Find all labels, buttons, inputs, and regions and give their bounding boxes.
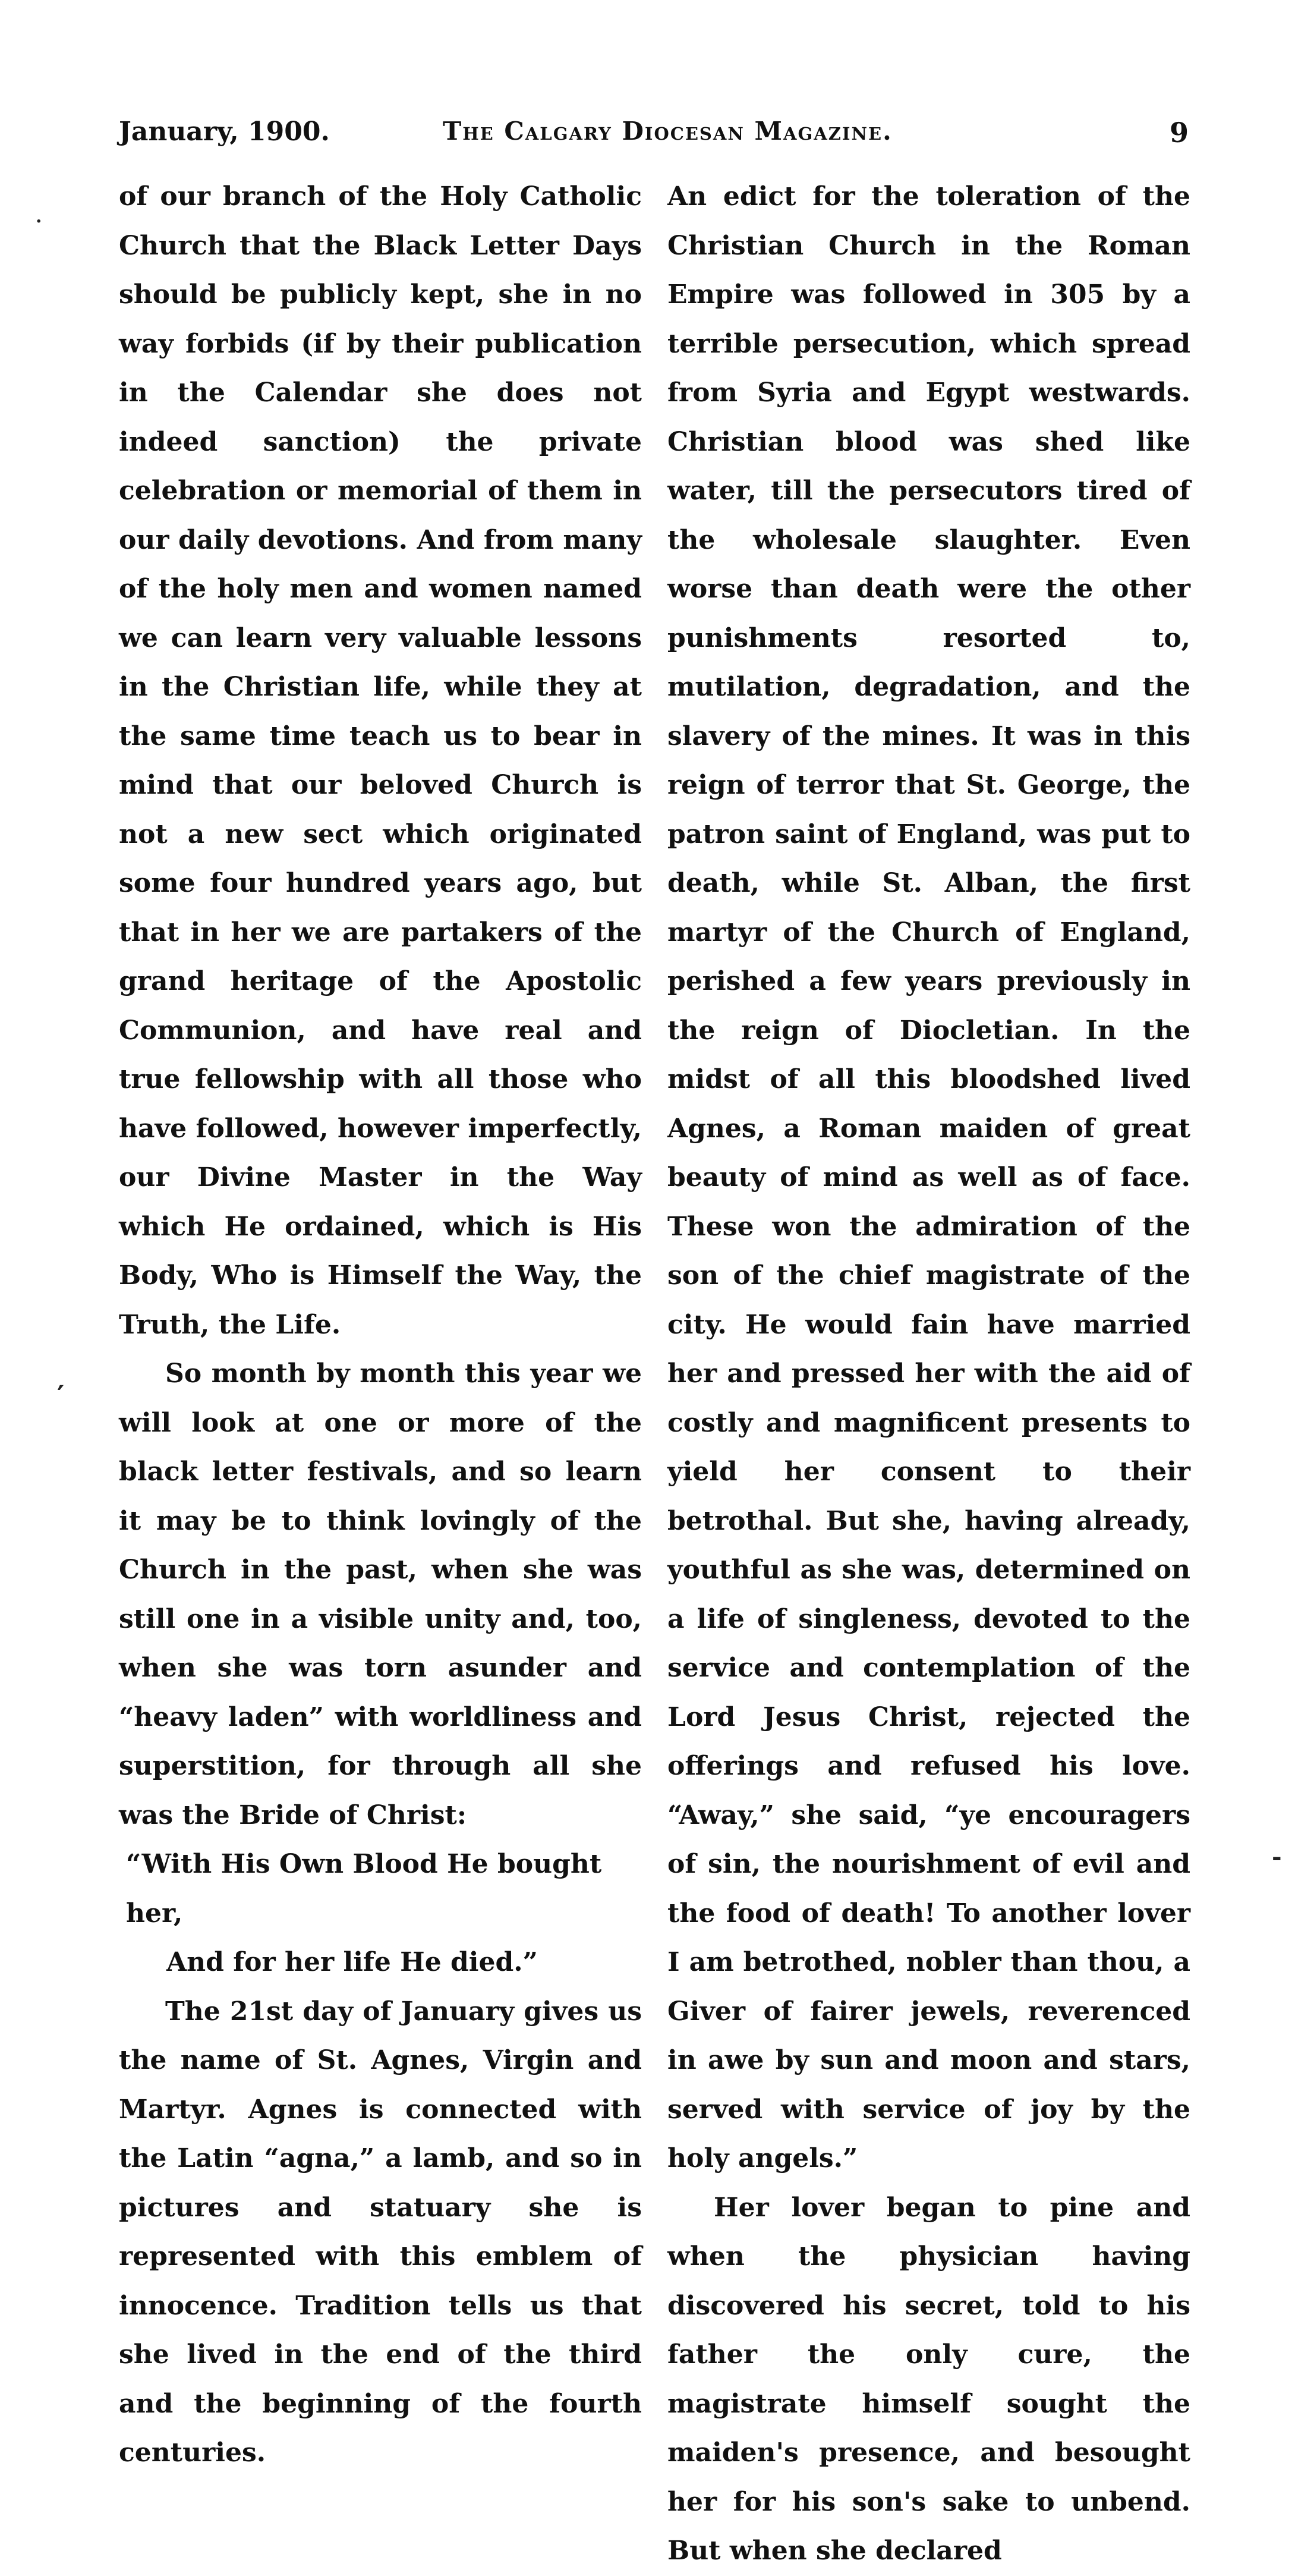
hymn-quote-line-2: And for her life He died.” bbox=[166, 1947, 538, 1977]
header-date: January, 1900. bbox=[119, 117, 330, 147]
left-paragraph-2: So month by month this year we will look at one or more of the black letter festivals, and so learn it may be to think lovingly of the Church in the past, when she was still one in a visible unity and, too, when she was torn asunder and “heavy laden” with worldliness and superstition, for through all she was the Bride of Christ: bbox=[119, 1358, 642, 1830]
margin-tick: ′ bbox=[57, 1379, 65, 1411]
margin-dash: - bbox=[1272, 1843, 1282, 1871]
header-title: The Calgary Diocesan Magazine. bbox=[443, 117, 893, 146]
right-paragraph-2: Her lover began to pine and when the physician having discovered his secret, told to his father the only cure, the magistrate himself sought the maiden's presence, and besought her for his son's sake to unbend. But when she declared bbox=[667, 2192, 1190, 2566]
page-header bbox=[119, 117, 1189, 158]
hymn-quote-line-1: “With His Own Blood He bought her, bbox=[126, 1849, 602, 1929]
page-number: 9 bbox=[1170, 117, 1189, 149]
right-paragraph-1: An edict for the toleration of the Christian Church in the Roman Empire was followed in 305 by a terrible persecution, which spread from Syria and Egypt westwards. Christian blood was shed like water, till the persecutors tired of the wholesale slaughter. Even worse than death were the other punishments resorted to, mutilation, degradation, and the slavery of the mines. It was in this reign of terror that St. George, the patron saint of England, was put to death, while St. Alban, the first martyr of the Church of England, perished a few years previously in the reign of Diocletian. In the midst of all this bloodshed lived Agnes, a Roman maiden of great beauty of mind as well as of face. These won the admiration of the son of the chief magistrate of the city. He would fain have married her and pressed her with the aid of costly and magnificent presents to yield her consent to their betrothal. But she, having already, youthful as she was, determined on a life of singleness, devoted to the service and contemplation of the Lord Jesus Christ, rejected the offerings and refused his love. “Away,” she said, “ye encouragers of sin, the nourishment of evil and the food of death! To another lover I am betrothed, nobler than thou, a Giver of fairer jewels, reverenced in awe by sun and moon and stars, served with service of joy by the holy angels.” bbox=[667, 181, 1190, 2174]
left-column bbox=[119, 172, 642, 2478]
margin-dot: · bbox=[36, 211, 42, 232]
left-paragraph-3: The 21st day of January gives us the name of St. Agnes, Virgin and Martyr. Agnes is connected with the Latin “agna,” a lamb, and so in pictures and statuary she is represented with this emblem of innocence. Tradition tells us that she lived in the end of the third and the beginning of the fourth centuries. bbox=[119, 1996, 642, 2468]
right-column bbox=[667, 172, 1190, 2576]
left-paragraph-1: of our branch of the Holy Catholic Church that the Black Letter Days should be publicly kept, she in no way forbids (if by their publication in the Calendar she does not indeed sanction) the private celebration or memorial of them in our daily devotions. And from many of the holy men and women named we can learn very valuable lessons in the Christian life, while they at the same time teach us to bear in mind that our beloved Church is not a new sect which originated some four hundred years ago, but that in her we are partakers of the grand heritage of the Apostolic Communion, and have real and true fellowship with all those who have followed, however imperfectly, our Divine Master in the Way which He ordained, which is His Body, Who is Himself the Way, the Truth, the Life. bbox=[119, 181, 642, 1340]
